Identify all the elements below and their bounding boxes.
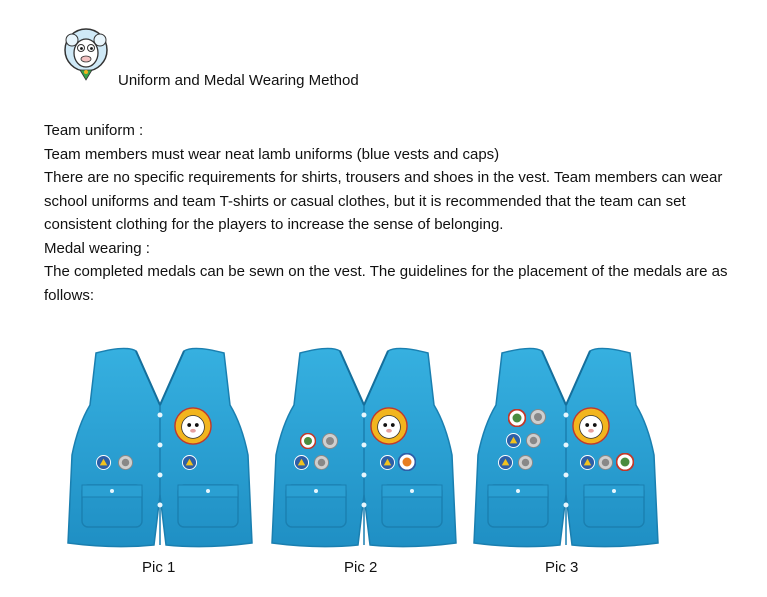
lamb-mascot-icon: [65, 29, 107, 80]
medal-badge: [182, 455, 196, 469]
medal-badge: [314, 455, 328, 469]
lamb-medal-large: [175, 408, 211, 444]
lamb-medal-large: [573, 408, 609, 444]
caption-pic-2: Pic 2: [344, 559, 378, 576]
medal-badge: [531, 410, 546, 425]
medal-badge: [509, 410, 526, 427]
section-heading-uniform: Team uniform :: [44, 122, 144, 139]
medal-badge: [598, 455, 612, 469]
medal-badge: [118, 455, 132, 469]
medal-badge: [399, 454, 416, 471]
section-heading-medals: Medal wearing :: [44, 239, 150, 257]
caption-pic-1: Pic 1: [142, 559, 176, 576]
medal-badge: [96, 455, 110, 469]
medal-badge: [518, 455, 532, 469]
medal-placement-intro: The completed medals can be sewn on the vest. The guidelines for the placement of the medals are as follows:: [44, 263, 728, 304]
medal-badge: [294, 455, 308, 469]
vest-pic-2: [270, 345, 458, 550]
medal-badge: [323, 434, 338, 449]
medal-badge: [380, 455, 394, 469]
medal-badge: [506, 433, 520, 447]
medal-badge: [617, 454, 634, 471]
lamb-mascot-logo: [60, 26, 112, 82]
vest-pic-3: [472, 345, 660, 550]
medal-badge: [580, 455, 594, 469]
page-title: Uniform and Medal Wearing Method: [118, 72, 359, 89]
uniform-requirement: Team members must wear neat lamb uniforms (blue vests and caps): [44, 145, 500, 163]
medal-badge: [498, 455, 512, 469]
uniform-clothing-note: There are no specific requirements for shirts, trousers and shoes in the vest. Team members can wear school uniforms and team T-shirts or casual clothes, but it is recommended that the team can set consistent clothing for the players to increase the sense of belonging.: [44, 169, 723, 233]
medal-badge: [526, 433, 540, 447]
vest-pic-1: [66, 345, 254, 550]
body-text: [44, 119, 744, 307]
caption-pic-3: Pic 3: [545, 559, 579, 576]
medal-badge: [301, 434, 316, 449]
lamb-medal-large: [371, 408, 407, 444]
